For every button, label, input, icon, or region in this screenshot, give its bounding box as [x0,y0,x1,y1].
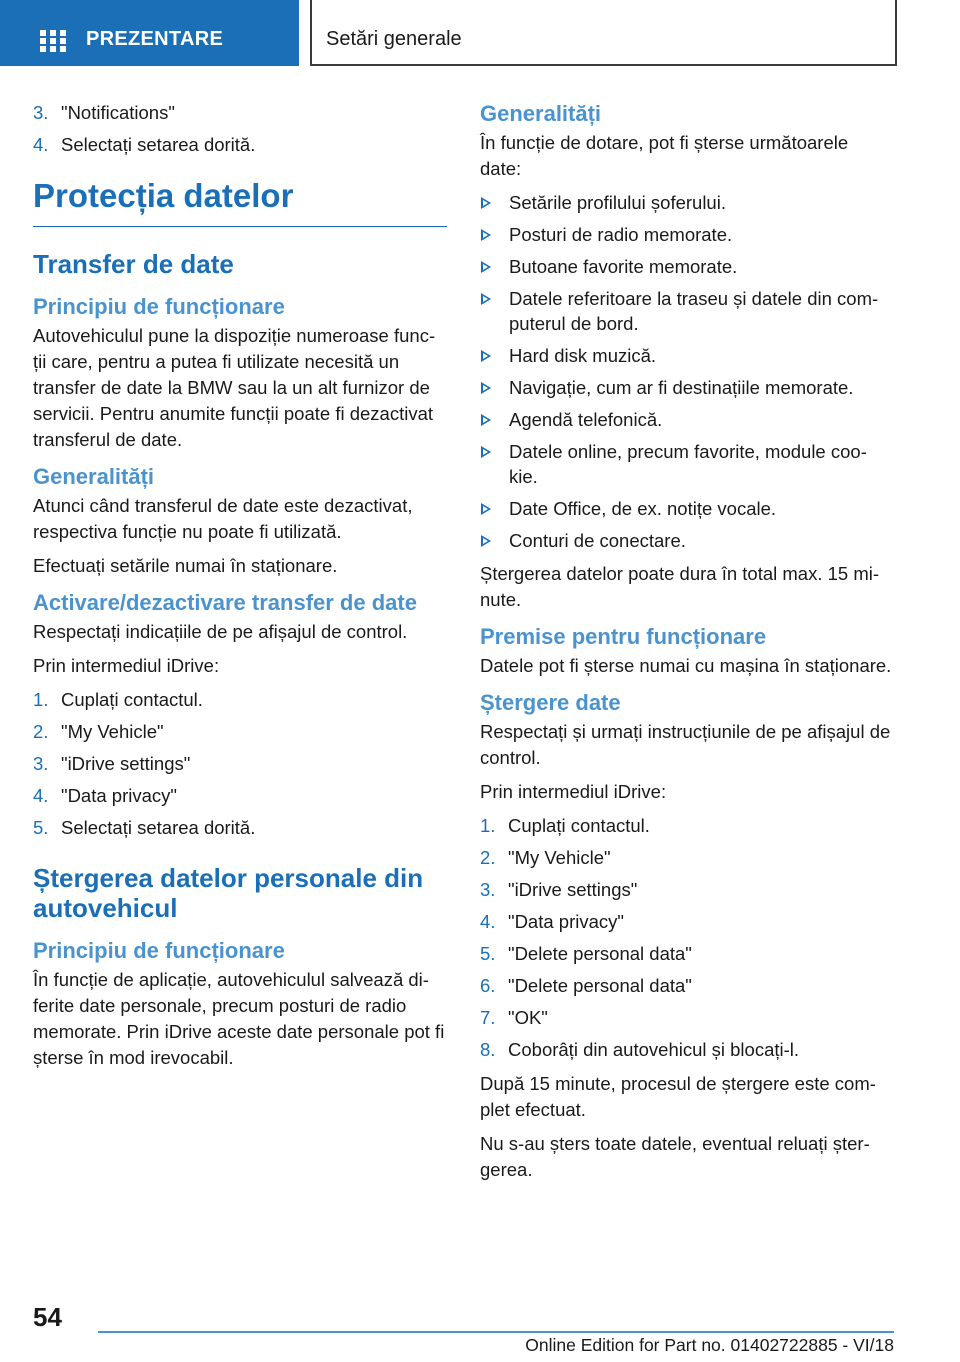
list-item [480,496,894,521]
grid-icon [40,30,66,52]
paragraph: Datele pot fi șterse numai cu mașina în staționare. [480,655,892,676]
step-text: Cuplați contactul. [61,689,203,710]
nav-presentation-button[interactable] [0,0,299,66]
step-text: "Delete personal data" [508,975,692,996]
step-number: 7. [480,1007,496,1028]
steps-list [480,813,894,1063]
triangle-bullet-icon [481,446,491,458]
step-number: 5. [480,943,496,964]
list-item [480,254,894,279]
list-item [480,343,894,368]
nav-label: PREZENTARE [86,28,224,50]
paragraph: Respectați indicațiile de pe afișajul de control. [33,621,408,642]
step-text: "Notifications" [61,102,175,123]
step-text: "My Vehicle" [61,721,164,742]
triangle-bullet-icon [481,293,491,305]
triangle-bullet-icon [481,197,491,209]
list-item [33,100,447,126]
subsection-heading: Activare/dezactivare transfer de date [33,590,417,615]
step-text: Selectați setarea dorită. [61,817,256,838]
triangle-bullet-icon [481,350,491,362]
section-title: Setări generale [326,28,462,50]
list-item [480,973,894,999]
section-heading: Ștergerea datelor personale din autovehicul [33,863,424,923]
list-item [33,719,447,745]
triangle-bullet-icon [481,414,491,426]
list-item [480,1037,894,1063]
step-text: Coborâți din autovehicul și blocați-l. [508,1039,800,1060]
list-item [33,687,447,713]
step-number: 4. [33,134,49,155]
bullet-text: Setările profilului șoferului. [509,192,726,213]
paragraph: În funcție de aplicație, autovehiculul salvează di-ferite date personale, precum posturi de radio memorate. Prin iDrive aceste date personale pot fi șterse în mod irevocabil. [33,969,445,1068]
step-text: "My Vehicle" [508,847,611,868]
triangle-bullet-icon [481,261,491,273]
step-text: "iDrive settings" [508,879,638,900]
steps-list [33,687,447,841]
list-item [480,813,894,839]
step-number: 2. [480,847,496,868]
step-text: "Data privacy" [508,911,624,932]
bullet-text: Hard disk muzică. [509,345,657,366]
section-title-box [310,0,897,66]
step-number: 1. [33,689,49,710]
step-number: 5. [33,817,49,838]
paragraph: În funcție de dotare, pot fi șterse următoarele date: [480,132,849,179]
left-column [33,100,447,1079]
list-item [480,1005,894,1031]
bullet-text: Agendă telefonică. [509,409,663,430]
step-text: "Delete personal data" [508,943,692,964]
list-item [480,222,894,247]
paragraph: Prin intermediul iDrive: [480,781,667,802]
paragraph: Autovehiculul pune la dispoziție numeroase func-ții care, pentru a putea fi utilizate necesită un transfer de date la BMW sau la un alt furnizor de servicii. Pentru anumite funcții poate fi dezactivat transferul de date. [33,325,436,450]
subsection-heading: Generalități [480,101,602,126]
paragraph: Respectați și urmați instrucțiunile de pe afișajul de control. [480,721,891,768]
page-header [0,0,960,66]
step-number: 3. [33,102,49,123]
chapter-heading: Protecția datelor [33,176,447,227]
bullet-text: Datele online, precum favorite, module coo-kie. [509,441,867,487]
step-number: 3. [480,879,496,900]
list-item [480,190,894,215]
triangle-bullet-icon [481,382,491,394]
step-text: "OK" [508,1007,548,1028]
list-item [480,286,894,336]
list-item [480,941,894,967]
step-number: 4. [33,785,49,806]
paragraph: După 15 minute, procesul de ștergere este com-plet efectuat. [480,1073,876,1120]
step-number: 3. [33,753,49,774]
step-number: 6. [480,975,496,996]
list-item [33,751,447,777]
page-number: 54 [33,1302,62,1332]
continued-steps-list [33,100,447,158]
list-item [480,845,894,871]
bullet-text: Conturi de conectare. [509,530,686,551]
step-number: 4. [480,911,496,932]
list-item [480,375,894,400]
triangle-bullet-icon [481,503,491,515]
list-item [480,528,894,553]
triangle-bullet-icon [481,229,491,241]
triangle-bullet-icon [481,535,491,547]
footer-divider [98,1331,894,1333]
step-text: Cuplați contactul. [508,815,650,836]
subsection-heading: Premise pentru funcționare [480,624,767,649]
section-heading: Transfer de date [33,249,234,279]
list-item [33,132,447,158]
paragraph: Nu s-au șters toate datele, eventual reluați șter-gerea. [480,1133,870,1180]
subsection-heading: Principiu de funcționare [33,938,285,963]
paragraph: Atunci când transferul de date este dezactivat, respectiva funcție nu poate fi utilizată. [33,495,413,542]
list-item [33,783,447,809]
step-number: 1. [480,815,496,836]
step-number: 2. [33,721,49,742]
subsection-heading: Principiu de funcționare [33,294,285,319]
list-item [480,439,894,489]
paragraph: Ștergerea datelor poate dura în total max. 15 mi-nute. [480,563,879,610]
step-text: "iDrive settings" [61,753,191,774]
bullet-text: Butoane favorite memorate. [509,256,738,277]
bullet-text: Datele referitoare la traseu și datele din com-puterul de bord. [509,288,879,334]
bullet-text: Date Office, de ex. notițe vocale. [509,498,777,519]
bullet-text: Posturi de radio memorate. [509,224,733,245]
step-text: "Data privacy" [61,785,177,806]
paragraph: Prin intermediul iDrive: [33,655,220,676]
bullet-text: Navigație, cum ar fi destinațiile memorate. [509,377,854,398]
subsection-heading: Ștergere date [480,690,621,715]
paragraph: Efectuați setările numai în staționare. [33,555,338,576]
list-item [480,909,894,935]
subsection-heading: Generalități [33,464,155,489]
list-item [33,815,447,841]
list-item [480,407,894,432]
bullet-list [480,190,894,553]
step-number: 8. [480,1039,496,1060]
list-item [480,877,894,903]
step-text: Selectați setarea dorită. [61,134,256,155]
right-column [480,100,894,1191]
edition-footer: Online Edition for Part no. 01402722885 - VI/18 [525,1335,894,1355]
